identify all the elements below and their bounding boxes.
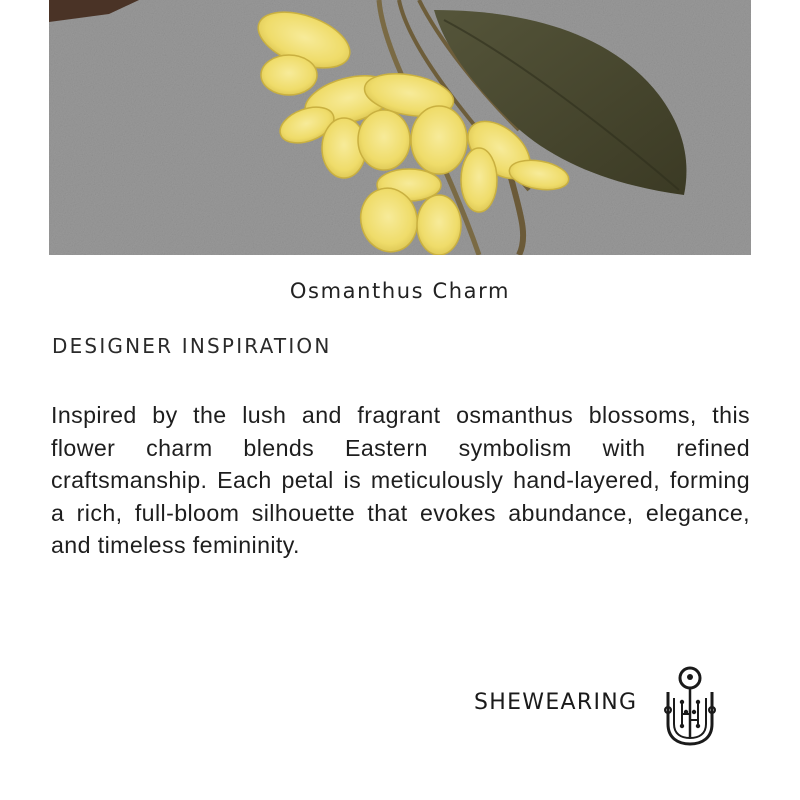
- section-heading: DESIGNER INSPIRATION: [52, 334, 332, 358]
- description-paragraph: Inspired by the lush and fragrant osmanthus blossoms, this flower charm blends Eastern symbolism with refined craftsmanship. Each petal is meticulously hand-layered, forming a rich, full-bloom silhouette that evokes abundance, elegance, and timeless femininity.: [51, 402, 750, 558]
- shewearing-logo-icon: [660, 664, 720, 748]
- product-title: Osmanthus Charm: [289, 279, 511, 303]
- brand-name: SHEWEARING: [474, 690, 638, 715]
- product-hero-image: [49, 0, 751, 255]
